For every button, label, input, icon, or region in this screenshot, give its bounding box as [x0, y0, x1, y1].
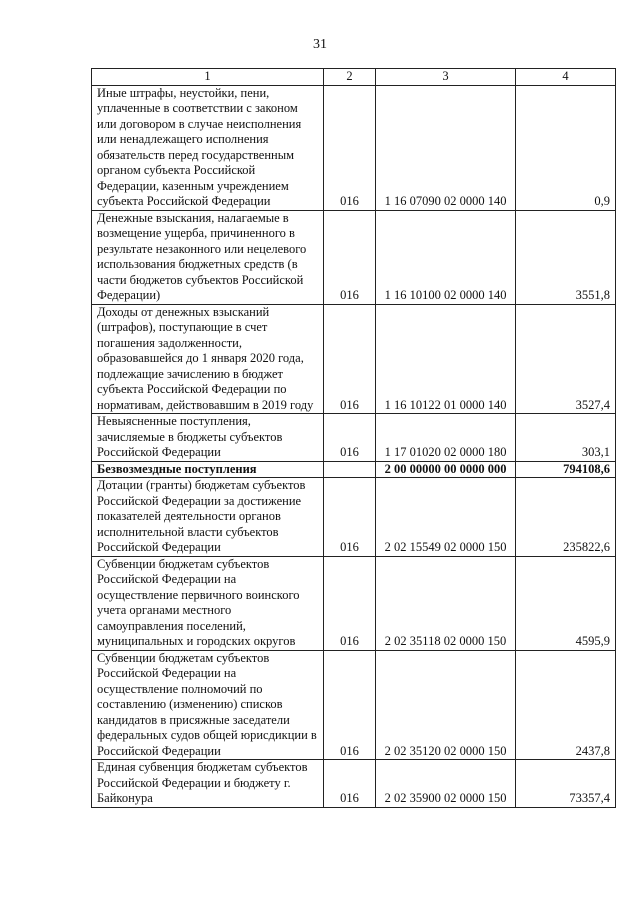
row-sum: 4595,9 — [516, 556, 616, 650]
row-sum: 3527,4 — [516, 304, 616, 414]
row-name: Дотации (гранты) бюджетам субъектов Российской Федерации за достижение показателей деятельности органов исполнительной власти субъектов Российской Федерации — [92, 478, 324, 557]
row-sum: 0,9 — [516, 85, 616, 210]
row-kbk: 2 02 35900 02 0000 150 — [376, 760, 516, 808]
budget-revenue-table — [91, 68, 616, 808]
row-sum: 2437,8 — [516, 650, 616, 760]
row-code: 016 — [324, 210, 376, 304]
table-row — [92, 85, 616, 210]
row-name: Субвенции бюджетам субъектов Российской Федерации на осуществление полномочий по составлению (изменению) списков кандидатов в присяжные заседатели федеральных судов общей юрисдикции в Российской Федерации — [92, 650, 324, 760]
row-sum: 3551,8 — [516, 210, 616, 304]
row-code: 016 — [324, 304, 376, 414]
row-code — [324, 461, 376, 478]
row-name: Иные штрафы, неустойки, пени, уплаченные в соответствии с законом или договором в случае неисполнения или ненадлежащего исполнения обязательств перед государственным органом субъекта Российской Федерации, казенным учреждением субъекта Российской Федерации — [92, 85, 324, 210]
table-row — [92, 556, 616, 650]
row-kbk: 1 16 10122 01 0000 140 — [376, 304, 516, 414]
row-code: 016 — [324, 650, 376, 760]
table-row — [92, 461, 616, 478]
row-kbk: 2 02 35118 02 0000 150 — [376, 556, 516, 650]
row-kbk: 2 00 00000 00 0000 000 — [376, 461, 516, 478]
row-code: 016 — [324, 478, 376, 557]
column-header-4: 4 — [516, 69, 616, 86]
row-code: 016 — [324, 85, 376, 210]
row-kbk: 1 16 07090 02 0000 140 — [376, 85, 516, 210]
row-kbk: 1 17 01020 02 0000 180 — [376, 414, 516, 462]
row-kbk: 1 16 10100 02 0000 140 — [376, 210, 516, 304]
row-sum: 794108,6 — [516, 461, 616, 478]
table-row — [92, 414, 616, 462]
column-header-2: 2 — [324, 69, 376, 86]
column-header-3: 3 — [376, 69, 516, 86]
row-sum: 73357,4 — [516, 760, 616, 808]
table-row — [92, 650, 616, 760]
row-code: 016 — [324, 760, 376, 808]
row-code: 016 — [324, 414, 376, 462]
table-row — [92, 760, 616, 808]
table-row — [92, 210, 616, 304]
row-name: Безвозмездные поступления — [92, 461, 324, 478]
row-name: Единая субвенция бюджетам субъектов Российской Федерации и бюджету г. Байконура — [92, 760, 324, 808]
row-name: Невыясненные поступления, зачисляемые в бюджеты субъектов Российской Федерации — [92, 414, 324, 462]
table-header-row — [92, 69, 616, 86]
row-sum: 303,1 — [516, 414, 616, 462]
row-sum: 235822,6 — [516, 478, 616, 557]
row-name: Доходы от денежных взысканий (штрафов), поступающие в счет погашения задолженности, образовавшейся до 1 января 2020 года, подлежащие зачислению в бюджет субъекта Российской Федерации по нормативам, действовавшим в 2019 году — [92, 304, 324, 414]
page-number: 31 — [313, 37, 327, 52]
row-code: 016 — [324, 556, 376, 650]
table-row — [92, 478, 616, 557]
row-kbk: 2 02 35120 02 0000 150 — [376, 650, 516, 760]
column-header-1: 1 — [92, 69, 324, 86]
row-kbk: 2 02 15549 02 0000 150 — [376, 478, 516, 557]
row-name: Субвенции бюджетам субъектов Российской Федерации на осуществление первичного воинского учета органами местного самоуправления поселений, муниципальных и городских округов — [92, 556, 324, 650]
row-name: Денежные взыскания, налагаемые в возмещение ущерба, причиненного в результате незаконного или нецелевого использования бюджетных средств (в части бюджетов субъектов Российской Федерации) — [92, 210, 324, 304]
table-row — [92, 304, 616, 414]
